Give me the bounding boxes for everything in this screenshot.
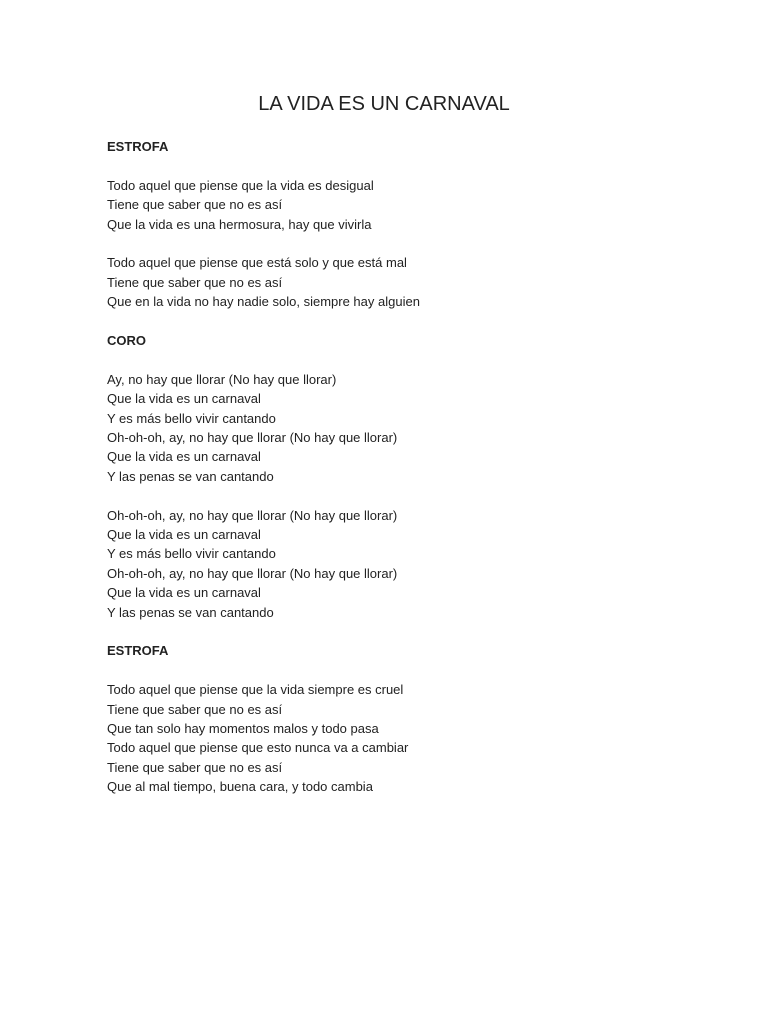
stanza <box>107 253 707 311</box>
lyric-line: Que la vida es un carnaval <box>107 391 261 407</box>
lyric-line: Que la vida es una hermosura, hay que vivirla <box>107 216 372 232</box>
lyric-line: Tiene que saber que no es así <box>107 197 283 213</box>
spacer <box>107 622 707 641</box>
lyric-line: Que la vida es un carnaval <box>107 585 261 601</box>
lyric-line: Todo aquel que piense que la vida siempre es cruel <box>107 682 404 698</box>
page-title: LA VIDA ES UN CARNAVAL <box>258 93 510 115</box>
lyric-line: Y las penas se van cantando <box>107 604 274 620</box>
lyric-line: Oh-oh-oh, ay, no hay que llorar (No hay que llorar) <box>107 507 398 523</box>
lyric-line: Todo aquel que piense que esto nunca va a cambiar <box>107 740 409 756</box>
lyric-line: Que la vida es un carnaval <box>107 527 261 543</box>
lyric-line: Tiene que saber que no es así <box>107 759 283 775</box>
spacer <box>107 486 707 505</box>
stanza <box>107 370 707 486</box>
section-heading: CORO <box>107 333 146 349</box>
spacer <box>107 234 707 253</box>
spacer <box>107 350 707 369</box>
lyric-line: Tiene que saber que no es así <box>107 701 283 717</box>
lyric-line: Y es más bello vivir cantando <box>107 410 276 426</box>
stanza <box>107 506 707 622</box>
spacer <box>107 312 707 331</box>
stanza <box>107 680 707 796</box>
lyric-line: Ay, no hay que llorar (No hay que llorar) <box>107 371 337 387</box>
lyric-line: Que al mal tiempo, buena cara, y todo cambia <box>107 779 373 795</box>
spacer <box>107 797 707 816</box>
section-heading: ESTROFA <box>107 139 169 154</box>
lyric-line: Oh-oh-oh, ay, no hay que llorar (No hay que llorar) <box>107 565 398 581</box>
spacer <box>107 156 707 175</box>
section-heading: ESTROFA <box>107 643 169 659</box>
stanza <box>107 176 707 234</box>
lyric-line: Que tan solo hay momentos malos y todo pasa <box>107 721 379 737</box>
lyric-line: Y las penas se van cantando <box>107 468 274 484</box>
lyric-line: Que la vida es un carnaval <box>107 449 261 465</box>
spacer <box>107 661 707 680</box>
lyric-line: Oh-oh-oh, ay, no hay que llorar (No hay que llorar) <box>107 430 398 446</box>
lyric-line: Todo aquel que piense que está solo y que está mal <box>107 255 407 271</box>
lyrics-body <box>107 137 707 816</box>
lyric-line: Que en la vida no hay nadie solo, siempre hay alguien <box>107 294 420 310</box>
lyric-line: Todo aquel que piense que la vida es desigual <box>107 177 374 193</box>
lyric-line: Y es más bello vivir cantando <box>107 546 276 562</box>
lyric-line: Tiene que saber que no es así <box>107 274 283 290</box>
